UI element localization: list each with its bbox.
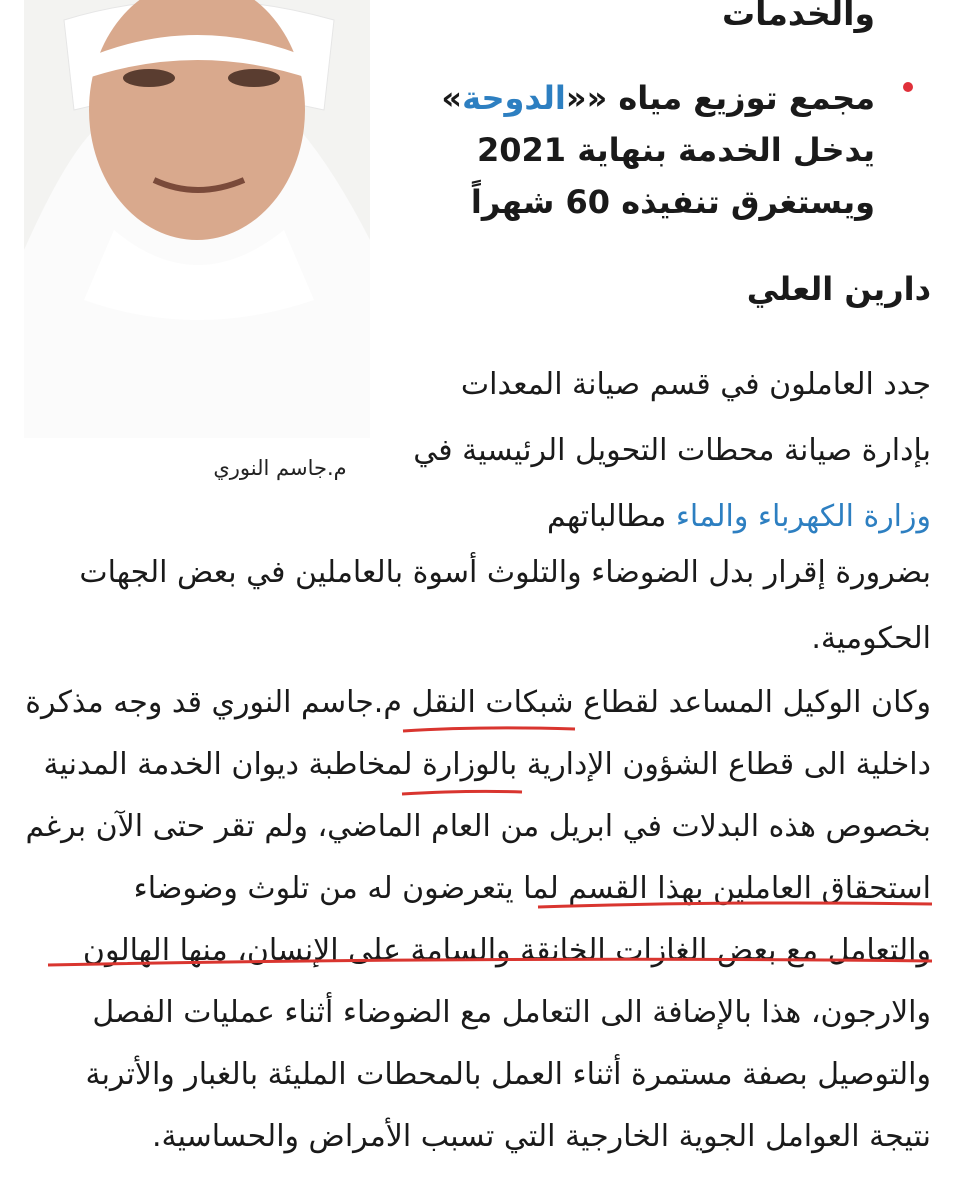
portrait-photo: [24, 0, 370, 438]
paragraph-1-prefix: في: [413, 433, 453, 468]
headline-text-end: » يدخل الخدمة بنهاية 2021 ويستغرق تنفيذه 60 شهراً: [441, 79, 875, 221]
headline-link[interactable]: الدوحة: [462, 79, 566, 117]
paragraph-1-bottom: بضرورة إقرار بدل الضوضاء والتلوث أسوة بالعاملين في بعض الجهات الحكومية.: [79, 555, 931, 656]
ministry-link[interactable]: وزارة الكهرباء والماء: [675, 499, 931, 534]
photo-caption: م.جاسم النوري: [213, 456, 347, 480]
paragraph-1-top: [391, 352, 931, 550]
paragraph-2: وكان الوكيل المساعد لقطاع شبكات النقل م.جاسم النوري قد وجه مذكرة داخلية الى قطاع الشؤون الإدارية بالوزارة لمخاطبة ديوان الخدمة المدنية بخصوص هذه البدلات في ابريل من العام الماضي، ولم تقر حتى الآن برغم استحقاق العاملين بهذا القسم لما يتعرضون له من تلوث وضوضاء والتعامل مع بعض الغازات الخانقة والسامة على الإنسان، منها الهالون والارجون، هذا بالإضافة الى التعامل مع الضوضاء أثناء عمليات الفصل والتوصيل بصفة مستمرة أثناء العمل بالمحطات المليئة بالغبار والأتربة نتيجة العوامل الجوية الخارجية التي تسبب الأمراض والحساسية.: [25, 685, 931, 1154]
paragraph-1-text: جدد العاملون في قسم صيانة المعدات بإدارة صيانة محطات التحويل الرئيسية: [460, 367, 931, 468]
headline-text-start: مجمع توزيع مياه ««: [565, 79, 875, 117]
related-headline[interactable]: [405, 72, 875, 228]
section-label: والخدمات: [721, 0, 875, 33]
author-byline: دارين العلي: [746, 270, 931, 308]
portrait-illustration: [24, 0, 370, 438]
paragraph-1-suffix: مطالباتهم: [546, 499, 667, 534]
bullet-dot: [903, 82, 913, 92]
